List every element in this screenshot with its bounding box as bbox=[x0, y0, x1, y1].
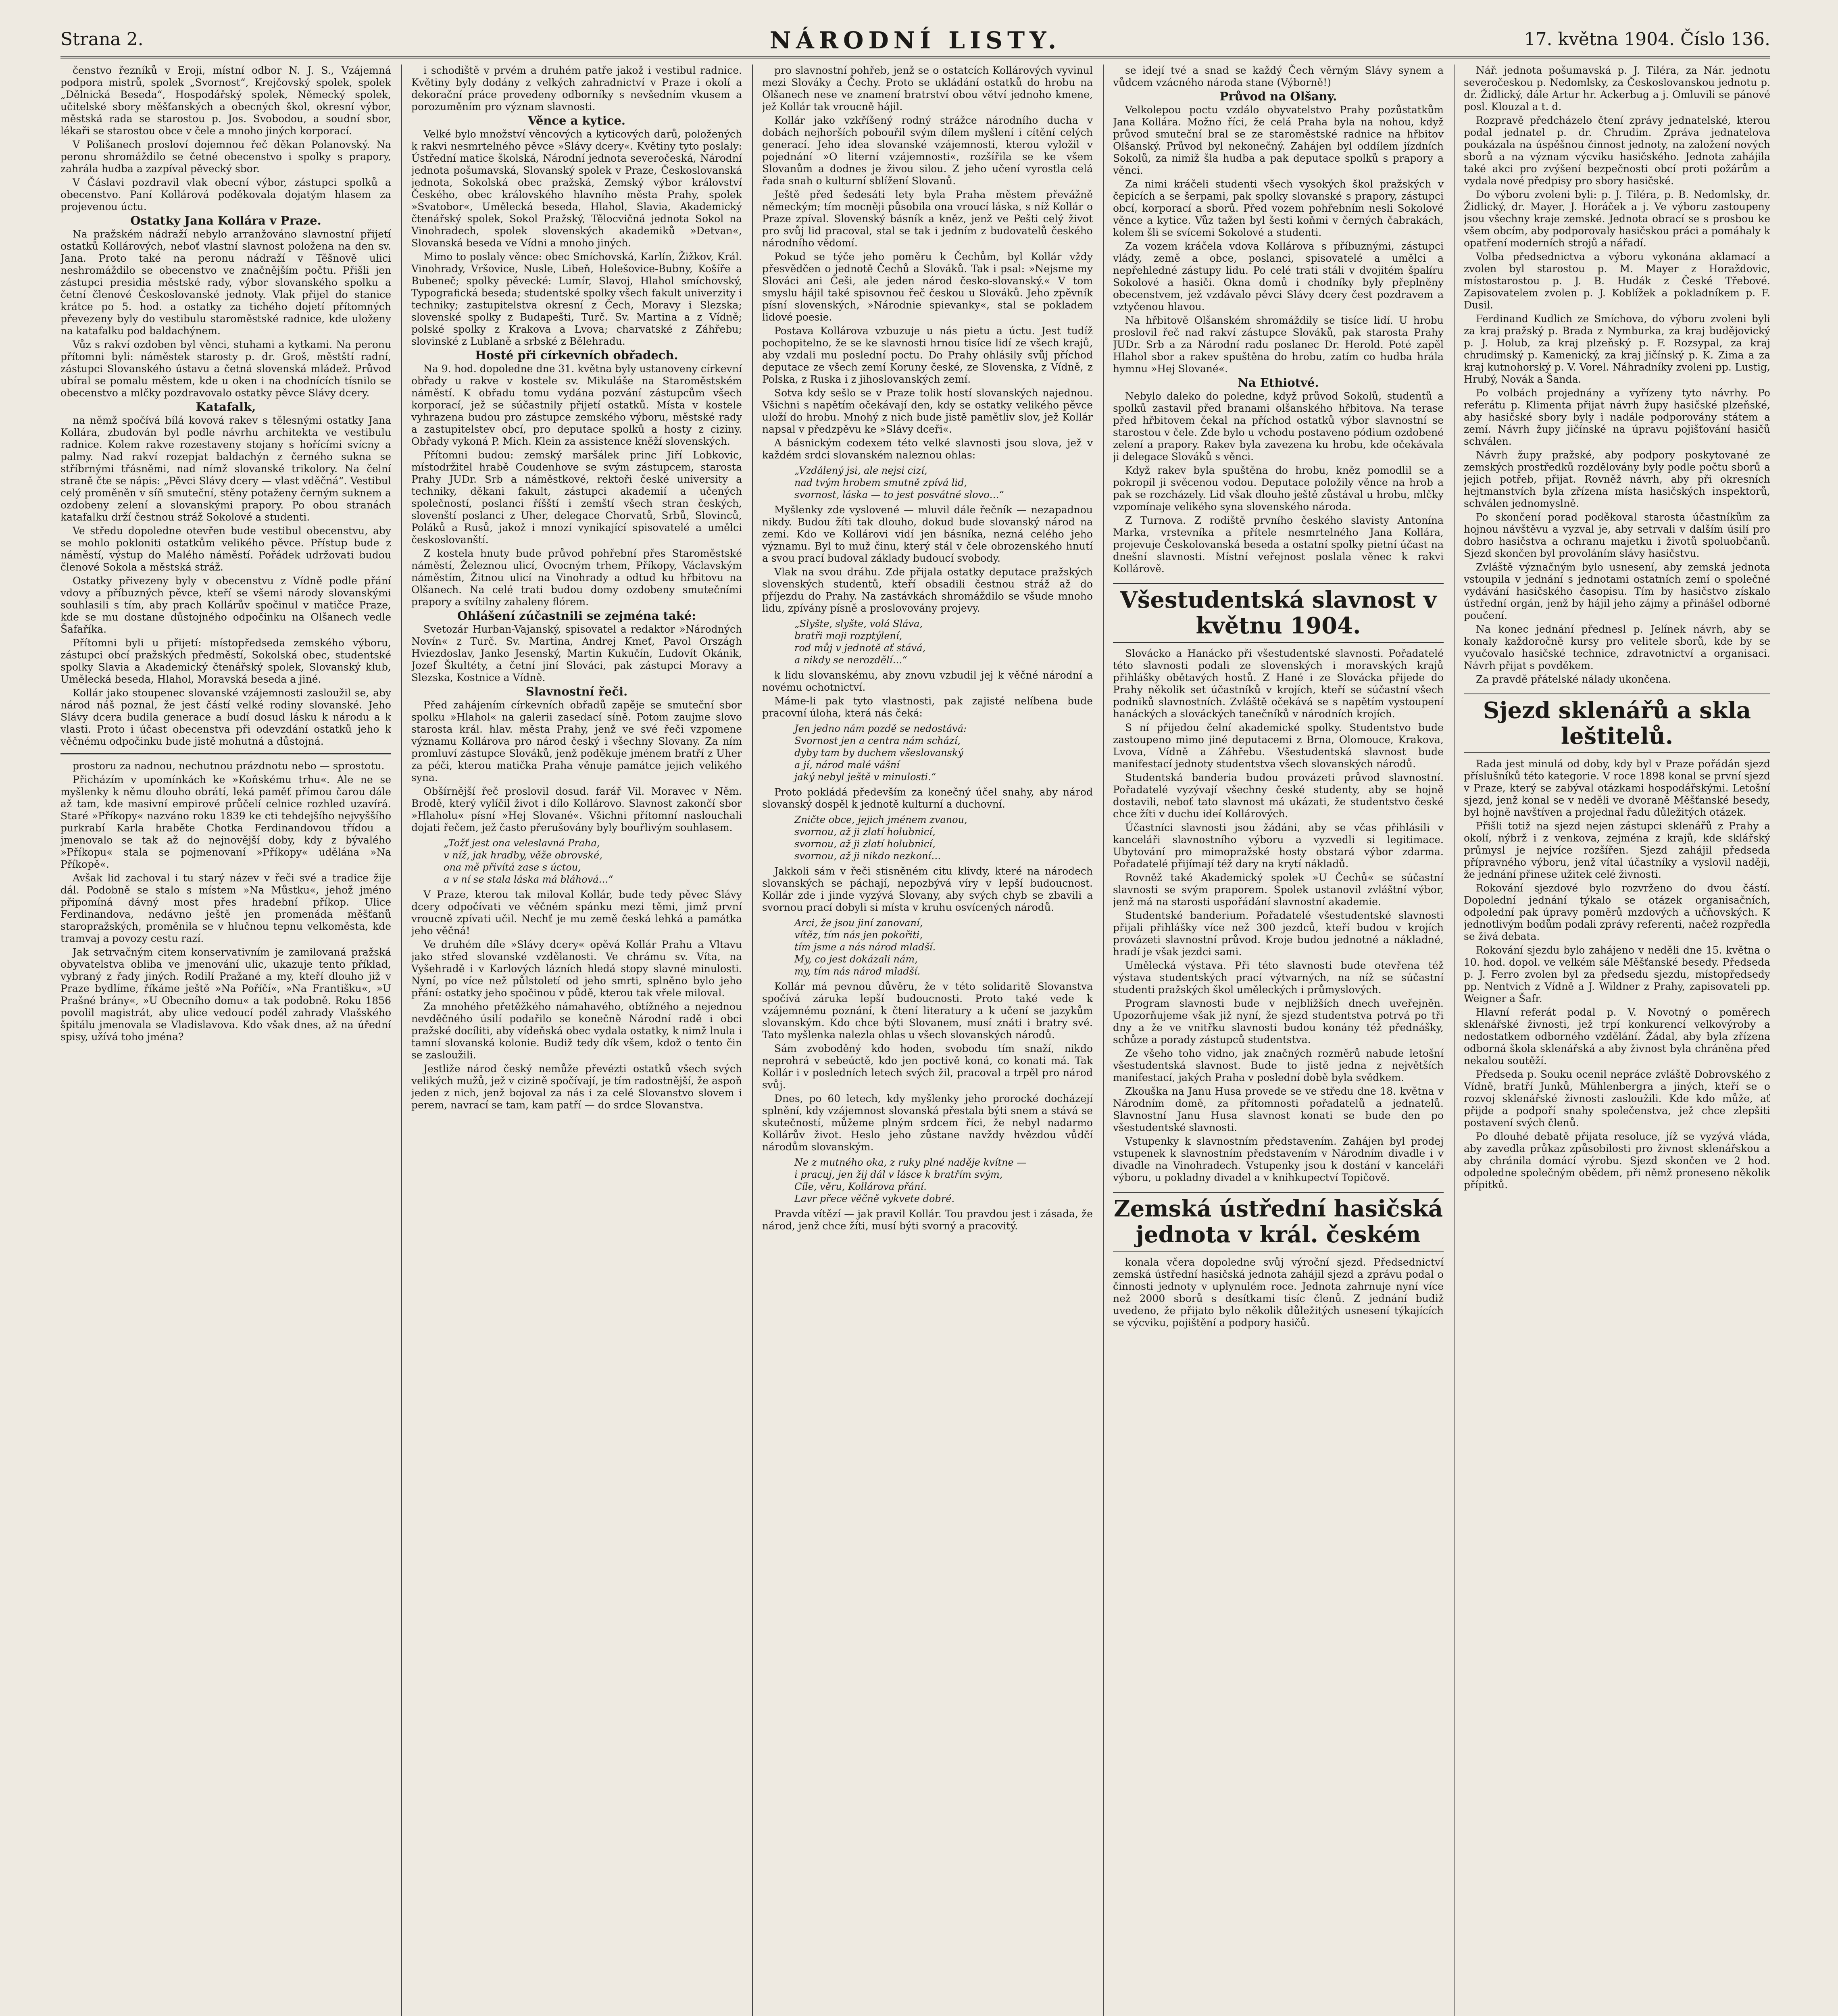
paragraph: k lidu slovanskému, aby znovu vzbudil jej k věčné národní a novému ochotnictví. bbox=[762, 669, 1093, 693]
paragraph: Přišli totiž na sjezd nejen zástupci sklenářů z Prahy a okolí, nýbrž i z venkova, zejména z krajů, kde sklářský průmysl je nejvíce rozšířen. Sjezd zahájil předseda přípravného výboru, jenž vítal účastníky a vyslovil naději, že jednání přinese užitek celé živnosti. bbox=[1464, 820, 1770, 880]
masthead-title: NÁRODNÍ LISTY. bbox=[769, 27, 1061, 54]
paragraph: Za pravdě přátelské nálady ukončena. bbox=[1476, 673, 1671, 685]
column-rule bbox=[1454, 65, 1455, 2016]
paragraph: Po dlouhé debatě přijata resoluce, jíž se vyzývá vláda, aby zavedla průkaz způsobilosti pro živnost sklenářskou a aby chránila domácí výrobu. Sjezd skončen ve 2 hod. odpoledne společným obědem, při němž proneseno několik přípitků. bbox=[1464, 1131, 1770, 1191]
paragraph: Za nimi kráčeli studenti všech vysokých škol pražských v čepicích a se šerpami, pak spolky slovanské s prapory, zástupci obcí, korporací a sborů. Před vozem pohřebním nesli Sokolové věnce a kytice. Vůz tažen byl šesti koňmi v černých čabrakách, kolem šli se svícemi Sokolové a studenti. bbox=[1113, 178, 1444, 238]
paragraph: Svetozár Hurban-Vajanský, spisovatel a redaktor »Národných Novín« z Turč. Sv. Martina, Andrej Kmeť, Pavol Országh Hviezdoslav, Janko Jesenský, Martin Kukučín, Ľudovít Okánik, Jozef Škultéty, a četní jiní Slováci, pak zástupci Moravy a Slezska, Kostnice a Vídně. bbox=[411, 623, 742, 683]
paragraph: Máme-li pak tyto vlastnosti, pak zajisté nelíbena bude pracovní úloha, která nás čeká: bbox=[762, 695, 1093, 719]
paragraph: Obšírnější řeč proslovil dosud. farář Vil. Moravec v Něm. Brodě, který vylíčil život i dílo Kollárovo. Slavnost zakončí sbor »Hlaholu« písní »Hej Slované«. Všichni přítomní naslouchali dojati řečem, jež často přerušovány byly bouřlivým souhlasem. bbox=[411, 785, 742, 833]
column-2 bbox=[411, 65, 742, 2016]
paragraph: Zkouška na Janu Husa provede se ve středu dne 18. května v Národním domě, za přítomnosti pořadatelů a jednatelů. Slavnostní Janu Husa slavnost konati se bude den po všestudentské slavnosti. bbox=[1113, 1085, 1444, 1133]
paragraph: Hlavní referát podal p. V. Novotný o poměrech sklenářské živnosti, jež trpí konkurencí velkovýroby a nedostatkem odborného vzdělání. Žádal, aby byla zřízena odborná škola sklenářská a aby živnost byla chráněna před nekalou soutěží. bbox=[1464, 1006, 1770, 1066]
paragraph: Rokování sjezdu bylo zahájeno v neděli dne 15. května o 10. hod. dopol. ve velkém sále Měšťanské besedy. Předseda p. J. Ferro zvolen byl za předsedu sjezdu, místopředsedy pp. Nentvich z Vídně a J. Wildner z Prahy, zapisovateli pp. Weigner a Šafr. bbox=[1464, 944, 1770, 1004]
verse-quote: Ne z mutného oka, z ruky plné naděje kvítne — i pracuj, jen žij dál v lásce k bratřím svým, Cíle, věru, Kollárova přání. Lavr přece věčně vykvete dobré. bbox=[794, 1157, 1027, 1204]
paragraph: Před zahájením církevních obřadů zapěje se smuteční sbor spolku »Hlahol« na galerii zasedací síně. Potom zaujme slovo starosta král. hlav. města Prahy, jenž ve své řeči vzpomene významu Kollárova pro národ český i všechny Slovany. Za ním promluví zástupce Slováků, jenž poděkuje jménem bratří z Uher za péči, kterou matička Praha věnuje památce jejich velikého syna. bbox=[411, 699, 742, 783]
section-heading: Katafalk, bbox=[196, 400, 256, 414]
verse-quote: „Tožť jest ona veleslavná Praha, v níž, jak hradby, věže obrovské, ona mě přivítá zase s úctou, a v ní se stala láska má bláhová…“ bbox=[444, 837, 613, 885]
article-headline: Zemská ústřední hasičská jednota v král. českém bbox=[1113, 1192, 1444, 1252]
paragraph: Volba předsednictva a výboru vykonána aklamací a zvolen byl starostou p. M. Mayer z Horaždovic, místostarostou p. J. B. Hudák z České Třebové. Zapisovatelem zvolen p. J. Koblížek a pokladníkem p. F. Dusil. bbox=[1464, 251, 1770, 311]
column-rule bbox=[1103, 65, 1104, 2016]
section-heading: Hosté při církevních obřadech. bbox=[475, 348, 678, 362]
paragraph: čenstvo řezníků v Eroji, místní odbor N. J. S., Vzájemná podpora mistrů, spolek „Svornost“, Krejčovský spolek, spolek „Dělnická Beseda“, Hospodářský spolek, Německý spolek, učitelské sbory měšťanských a obecných škol, okresní výbor, městská rada se starostou p. Jos. Svobodou, a soudní sbor, lékaři se starostou obce v čele a mnoho jiných korporací. bbox=[60, 65, 391, 137]
paragraph: Z kostela hnuty bude průvod pohřební přes Staroměstské náměstí, Železnou ulicí, Ovocným trhem, Příkopy, Václavským náměstím, Žitnou ulicí na Vinohrady a odtud ku hřbitovu na Olšanech. Na celé trati budou domy ozdobeny smutečními prapory a svítilny zahaleny flórem. bbox=[411, 548, 742, 608]
paragraph: Na 9. hod. dopoledne dne 31. května byly ustanoveny církevní obřady u rakve v kostele sv. Mikuláše na Staroměstském náměstí. K obřadu tomu vydána pozvání zástupcům všech korporací, jež se súčastnily přijetí ostatků. Místa v kostele vyhrazena budou pro zástupce zemského výboru, městské rady a zastupitelstev obcí, pro deputace spolků a hosty z ciziny. Obřady vykoná P. Mich. Klein za assistence kněží slovenských. bbox=[411, 363, 742, 447]
paragraph: S ní přijedou čelní akademické spolky. Studentstvo bude zastoupeno mimo jiné deputacemi z Brna, Olomouce, Krakova, Lvova, Vídně a Záhřebu. Všestudentská slavnost bude manifestací jednoty studentstva všech slovanských národů. bbox=[1113, 722, 1444, 770]
paragraph: Rovněž také Akademický spolek »U Čechů« se súčastní slavnosti se svým praporem. Spolek ustanovil zvláštní výbor, jenž má na starosti uspořádání slavnostní akademie. bbox=[1113, 872, 1444, 908]
paragraph: konala včera dopoledne svůj výroční sjezd. Předsednictví zemská ústřední hasičská jednota zahájil sjezd a zprávu podal o činnosti jednoty v uplynulém roce. Jednota zahrnuje nyní více než 2000 sborů s desítkami tisíc členů. Z jednání budiž uvedeno, že přijato bylo několik důležitých usnesení týkajících se výcviku, pojištění a podpory hasičů. bbox=[1113, 1256, 1444, 1329]
paragraph: Vůz s rakví ozdoben byl věnci, stuhami a kytkami. Na peronu přítomni byli: náměstek starosty p. dr. Groš, městští radní, zástupci Slovanského ústavu a četná slovenská mládež. Průvod ubíral se pomalu městem, kde u oken i na chodnících tísnilo se obecenstvo a mlčky pozdravovalo ostatky pěvce Slávy dcery. bbox=[60, 339, 391, 399]
paragraph: Avšak lid zachoval i tu starý název v řeči své a tradice žije dál. Podobně se stalo s místem »Na Můstku«, jehož jméno připomíná dávný most přes hradební příkop. Ulice Ferdinandova, nedávno ještě jen promenáda měšťanů staropražských, proměnila se v hlučnou tepnu velkoměsta, kde tramvaj a povozy cestu razí. bbox=[60, 872, 391, 944]
paragraph: Přicházím v upomínkách ke »Koňskému trhu«. Ale ne se myšlenky k němu dlouho obrátí, leká paměť přímou čarou dále až tam, kde masivní empirové průčelí celnice rozhled uzavírá. Staré »Příkopy« nazváno roku 1839 ke cti tehdejšího nejvyššího purkrabí Karla hraběte Chotka Ferdinandovou třídou a jmenovalo se tak až do nejnovější doby, kdy z bývalého »Příkopu« stala se pojmenovaní »Příkopy« udělána »Na Příkopě«. bbox=[60, 774, 391, 870]
paragraph: Po volbách projednány a vyřízeny tyto návrhy. Po referátu p. Klimenta přijat návrh župy hasičské plzeňské, aby hasičské sbory byly i nadále podporovány státem a zemí. Návrh župy jičínské na úpravu pojišťování hasičů schválen. bbox=[1464, 387, 1770, 447]
paragraph: Rada jest minulá od doby, kdy byl v Praze pořádán sjezd příslušníků této kategorie. V roce 1898 konal se první sjezd v Praze, který se zabýval otázkami hospodářskými. Letošní sjezd, jenž konal se v neděli ve dvoraně Měšťanské besedy, byl hojně navštíven a projednal řadu důležitých otázek. bbox=[1464, 758, 1770, 818]
paragraph: Ferdinand Kudlich ze Smíchova, do výboru zvoleni byli za kraj pražský p. Brada z Nymburka, za kraj budějovický p. J. Holub, za kraj plzeňský p. F. Rozsypal, za kraj chrudimský p. Kamenický, za kraj jičínský p. K. Zima a za kraj kutnohorský p. V. Vorel. Náhradníky zvoleni pp. Lustig, Hrubý, Novák a Šanda. bbox=[1464, 313, 1770, 385]
section-heading: Ohlášení zúčastnili se zejména také: bbox=[457, 609, 696, 623]
page-number: Strana 2. bbox=[60, 29, 144, 50]
paragraph: Umělecká výstava. Při této slavnosti bude otevřena též výstava studentských prací výtvarných, na níž se súčastní studenti pražských škol uměleckých i průmyslových. bbox=[1113, 960, 1444, 996]
paragraph: Na konec jednání přednesl p. Jelínek návrh, aby se konaly každoročně kursy pro velitele sborů, kde by se vyučovalo hasičské technice, zdravotnictví a organisaci. Návrh přijat s povděkem. bbox=[1464, 623, 1770, 671]
article-headline: Všestudentská slavnost v květnu 1904. bbox=[1113, 583, 1444, 643]
section-heading: Slavnostní řeči. bbox=[525, 685, 628, 698]
paragraph: Kollár jako vzkříšený rodný strážce národního ducha v dobách nejhorších pobouřil svým dílem myšlení i cítění celých generací. Jeho idea slovanské vzájemnosti, kterou vyložil v pojednání »O literní vzájemnosti«, rozšířila se ke všem Slovanům a dodnes je živou silou. Z jeho učení vyrostla celá řada snah o kulturní sblížení Slovanů. bbox=[762, 115, 1093, 187]
paragraph: Studentská banderia budou provázeti průvod slavnostní. Pořadatelé vyzývají všechny české studenty, aby se hojně dostavili, neboť tato slavnost má ukázati, že studentstvo české chce žíti v duchu ideí Kollárových. bbox=[1113, 772, 1444, 820]
paragraph: Za vozem kráčela vdova Kollárova s příbuznými, zástupci vlády, země a obce, poslanci, spisovatelé a umělci a nepřehledné zástupy lidu. Po celé trati stáli v dvojitém špalíru Sokolové a hasiči. Okna domů i chodníky byly přeplněny obecenstvem, jež vzdávalo pěvci Slávy dcery čest pozdravem a vztyčenou hlavou. bbox=[1113, 240, 1444, 312]
paragraph: na němž spočívá bílá kovová rakev s tělesnými ostatky Jana Kollára, zbudován byl podle návrhu architekta ve vestibulu radnice. Kolem rakve rozestaveny stojany s hořícími svícny a palmy. Nad rakví rozepjat baldachýn z černého sukna se stříbrnými třásněmi, nad nímž slovanské trikolory. Na čelní straně čte se nápis: „Pěvci Slávy dcery — vlast vděčná“. Vestibul celý proměněn v síň smuteční, stěny potaženy černým suknem a ozdobeny zelení a slovanskými prapory. Po obou stranách katafalku drží čestnou stráž Sokolové a studenti. bbox=[60, 414, 391, 523]
verse-quote: Zničte obce, jejich jménem zvanou, svornou, až ji zlatí holubnicí, svornou, až ji zlatí holubnicí, svornou, až ji nikdo nezkoní… bbox=[794, 814, 967, 862]
paragraph: Na hřbitově Olšanském shromáždily se tisíce lidí. U hrobu proslovil řeč nad rakví zástupce Slováků, pak starosta Prahy JUDr. Srb a za Národní radu poslanec Dr. Herold. Poté zapěl Hlahol sbor a rakev spuštěna do hrobu, zatím co hudba hrála hymnu »Hej Slované«. bbox=[1113, 314, 1444, 375]
paragraph: Pokud se týče jeho poměru k Čechům, byl Kollár vždy přesvědčen o jednotě Čechů a Slováků. Tak i psal: »Nejsme my Slováci ani Češi, ale jeden národ česko-slovanský.« V tom smyslu hájil také spisovnou řeč českou u Slováků. Jeho zpěvník písní slovenských, »Národnie spievanky«, stal se pokladem lidové poesie. bbox=[762, 251, 1093, 323]
paragraph: V Praze, kterou tak miloval Kollár, bude tedy pěvec Slávy dcery odpočívati ve věčném spánku mezi těmi, jimž první vroucně zpívati učil. Nechť je mu země česká lehká a památka jeho věčná! bbox=[411, 889, 742, 937]
paragraph: Na pražském nádraží nebylo arranžováno slavnostní přijetí ostatků Kollárových, neboť vlastní slavnost položena na den sv. Jana. Proto také na peronu nádraží v Těšnově ulici neshromáždilo se obecenstvo ve značnějším počtu. Přišli jen zástupci presidia městské rady, výbor slovanského spolku a četní členové Českoslovanské jednoty. Vlak přijel do stanice krátce po 5. hod. a ostatky za tichého dojetí přítomných převezeny byly do vestibulu staroměstské radnice, kde uloženy na katafalku pod baldachýnem. bbox=[60, 228, 391, 337]
column-4 bbox=[1113, 65, 1444, 2016]
paragraph: Postava Kollárova vzbuzuje u nás pietu a úctu. Jest tudíž pochopitelno, že se ke slavnosti hrnou tisíce lidí ze všech krajů, aby vzdali mu poslední poctu. Do Prahy ohlásily svůj příchod deputace ze všech zemí Koruny české, ze Slovenska, z Vídně, z Polska, z Ruska i z jihoslovanských zemí. bbox=[762, 325, 1093, 385]
paragraph: Rozpravě předcházelo čtení zprávy jednatelské, kterou podal jednatel p. dr. Chrudim. Zpráva jednatelova poukázala na úspěšnou činnost jednoty, na založení nových sborů a na význam výcviku hasičského. Jednota zahájila také akci pro zvýšení bezpečnosti obcí proti požárům a vydala nové předpisy pro sbory hasičské. bbox=[1464, 115, 1770, 187]
paragraph: Z Turnova. Z rodiště prvního českého slavisty Antonína Marka, vrstevníka a přítele nesmrtelného Jana Kollára, projevuje Českolovanská beseda a ostatní spolky pietní účast na dnešní slavnosti. Místní veřejnost poslala věnec k rakvi Kollárově. bbox=[1113, 514, 1444, 575]
paragraph: Za mnohého přetěžkého námahavého, obtížného a nejednou nevděčného úsilí podařilo se konečně Národní radě i obci pražské docíliti, aby vídeňská obec vydala ostatky, k nimž lnula i tamní slovanská kolonie. Budiž tedy dík všem, kdož o tento čin se zasloužili. bbox=[411, 1001, 742, 1061]
paragraph: Jak setrvačným citem konservativním je zamilovaná pražská obyvatelstva obliba ve jmenování ulic, ukazuje tento příklad, vybraný z řady jiných. Rodilí Pražané a my, kteří dlouho již v Praze bydlíme, říkáme ještě »Na Poříčí«, »Na Františku«, »U Prašné brány«, »U Obecního domu« a tak podobně. Roku 1856 povolil magistrát, aby ulice vedoucí podél zahrady Vlašského špitálu jmenovala se Vladislavova. Kdo však dnes, až na úřední spisy, užívá toho jména? bbox=[60, 946, 391, 1043]
paragraph: se idejí tvé a snad se každý Čech věrným Slávy synem a vůdcem vzácného národa stane (Výborně!) bbox=[1113, 65, 1444, 88]
paragraph: Sotva kdy sešlo se v Praze tolik hostí slovanských najednou. Všichni s napětím očekávají den, kdy se ostatky velikého pěvce uloží do hrobu. Mnohý z nich bude jistě pamětliv slov, jež Kollár napsal v předzpěvu ke »Slávy dceři«. bbox=[762, 387, 1093, 435]
paragraph: Pravda vítězí — jak pravil Kollár. Tou pravdou jest i zásada, že národ, jenž chce žíti, musí býti svorný a pracovitý. bbox=[762, 1208, 1093, 1232]
paragraph: Nář. jednota pošumavská p. J. Tiléra, za Nár. jednotu severočeskou p. Nedomlsky, za Českoslovanskou jednotu p. dr. Židlický, dále Artur hr. Ackerbug a j. Omluvili se pánové posl. Klouzal a t. d. bbox=[1464, 65, 1770, 112]
verse-quote: Jen jedno nám pozdě se nedostává: Svornost jen a centra nám schází, dyby tam by duchem všeslovanský a jí, národ malé vášní jaký nebyl ještě v minulosti.“ bbox=[794, 723, 967, 783]
paragraph: Studentské banderium. Pořadatelé všestudentské slavnosti přijali přihlášky více než 300 jezdců, kteří budou v krojích provázeti slavnostní průvod. Kroje budou jednotné a nákladné, hradí je však jezdci sami. bbox=[1113, 910, 1444, 958]
paragraph: Dnes, po 60 letech, kdy myšlenky jeho prorocké docházejí splnění, kdy vzájemnost slovanská přestala býti snem a stává se skutečností, můžeme plným srdcem říci, že nebyl nadarmo Kollárův život. Heslo jeho zůstane navždy hvězdou vůdčí národům slovanským. bbox=[762, 1093, 1093, 1153]
section-heading: Na Ethiotvé. bbox=[1238, 376, 1319, 389]
paragraph: V Polišanech prosloví dojemnou řeč děkan Polanovský. Na peronu shromáždilo se četné obecenstvo i spolky s prapory, zahrála hudba a zazpíval pěvecký sbor. bbox=[60, 139, 391, 175]
page-header bbox=[60, 24, 1770, 58]
section-heading: Ostatky Jana Kollára v Praze. bbox=[130, 214, 321, 227]
column-rule bbox=[752, 65, 753, 2016]
paragraph: Do výboru zvoleni byli: p. J. Tiléra, p. B. Nedomlsky, dr. Židlický, dr. Mayer, J. Horáček a j. Ve výboru zastoupeny jsou všechny kraje zemské. Jednota obrací se s prosbou ke všem obcím, aby podporovaly hasičskou práci a pomáhaly k opatření moderních strojů a nářadí. bbox=[1464, 189, 1770, 249]
paragraph: Rokování sjezdové bylo rozvrženo do dvou částí. Dopolední jednání týkalo se otázek organisačních, odpolední pak úpravy poměrů mzdových a učňovských. K jednotlivým bodům podali zprávy referenti, načež rozpředla se živá debata. bbox=[1464, 882, 1770, 942]
paragraph: A básnickým codexem této velké slavnosti jsou slova, jež v každém srdci slovanském naleznou ohlas: bbox=[762, 437, 1093, 461]
paragraph: Po skončení porad poděkoval starosta účastníkům za hojnou návštěvu a vyzval je, aby setrvali v dalším úsilí pro dobro hasičstva a ochranu majetku i životů spoluobčanů. Sjezd skončen byl provoláním slávy hasičstvu. bbox=[1464, 511, 1770, 559]
newspaper-page bbox=[60, 24, 1770, 2016]
paragraph: V Čáslavi pozdravil vlak obecní výbor, zástupci spolků a obecenstvo. Paní Kollárová poděkovala dojatým hlasem za projevenou úctu. bbox=[60, 177, 391, 212]
paragraph: Jakkoli sám v řeči stisněném citu klivdy, které na národech slovanských se páchají, nepozbývá víry v lepší budoucnost. Kollár zde i jinde vyzývá Slovany, aby svých chyb se zbavili a svornou prací dobyli si místa v kruhu osvícených národů. bbox=[762, 865, 1093, 913]
paragraph: Když rakev byla spuštěna do hrobu, kněz pomodlil se a pokropil ji svěcenou vodou. Deputace položily věnce na hrob a pak se rozcházely. Lid však dlouho ještě zůstával u hrobu, mlčky vzpomínaje velikého syna slovenského národa. bbox=[1113, 464, 1444, 512]
paragraph: Kollár má pevnou důvěru, že v této solidaritě Slovanstva spočívá záruka lepší budoucnosti. Proto také vede k vzájemnému poznání, k čtení literatury a k učení se jazykům slovanským. Kdo chce býti Slovanem, musí znáti i bratry své. Tato myšlenka nalezla ohlas u všech slovanských národů. bbox=[762, 981, 1093, 1041]
issue-date-number: 17. května 1904. Číslo 136. bbox=[1524, 29, 1770, 50]
paragraph: Vstupenky k slavnostním představením. Zahájen byl prodej vstupenek k slavnostním představením v Národním divadle i v divadle na Vinohradech. Vstupenky jsou k dostání v kanceláři výboru, u pokladny divadel a v knihkupectví Topičově. bbox=[1113, 1135, 1444, 1183]
paragraph: Ze všeho toho vidno, jak značných rozměrů nabude letošní všestudentská slavnost. Bude to jistě jedna z největších manifestací, jakých Praha v poslední době byla svědkem. bbox=[1113, 1048, 1444, 1083]
section-heading: Věnce a kytice. bbox=[527, 114, 626, 127]
paragraph: pro slavnostní pohřeb, jenž se o ostatcích Kollárových vyvinul mezi Slováky a Čechy. Proto se ukládání ostatků do hrobu na Olšanech nese ve znamení bratrství obou větví jednoho kmene, jež Kollár tak vroucně hájil. bbox=[762, 65, 1093, 112]
paragraph: Ještě před šedesáti lety byla Praha městem převážně německým; tím mocněji působila ona vroucí láska, s níž Kollár o Praze zpíval. Slovenský básník a kněz, jenž ve Pešti celý život pro svůj lid pracoval, stal se tak i jedním z budovatelů českého národního vědomí. bbox=[762, 189, 1093, 249]
paragraph: Ve druhém díle »Slávy dcery« opěvá Kollár Prahu a Vltavu jako střed slovanské vzdělanosti. Ve chrámu sv. Víta, na Vyšehradě i v Karlových lázních hledá stopy slavné minulosti. Nyní, po více než půlstoletí od jeho smrti, splněno bylo jeho přání: ostatky jeho spočinou v půdě, kterou tak vřele miloval. bbox=[411, 939, 742, 999]
column-rule bbox=[401, 65, 402, 2016]
paragraph: Ostatky přivezeny byly v obecenstvu z Vídně podle přání vdovy a příbuzných pěvce, kteří se všemi národy slovanskými souhlasili s tím, aby prach Kollárův spočinul v matičce Praze, kde se mu dostane důstojného odpočinku na Olšanech vedle Šafaříka. bbox=[60, 575, 391, 635]
paragraph: Ve středu dopoledne otevřen bude vestibul obecenstvu, aby se mohlo pokloniti ostatkům velikého pěvce. Přístup bude z náměstí, výstup do Malého náměstí. Pořádek udržovati budou členové Sokola a městská stráž. bbox=[60, 525, 391, 573]
verse-quote: „Slyšte, slyšte, volá Sláva, bratři moji rozptýlení, rod můj v jednotě ať stává, a nikdy se nerozdělí…“ bbox=[794, 618, 926, 666]
paragraph: Slovácko a Hanácko při všestudentské slavnosti. Pořadatelé této slavnosti podali ze slovenských i moravských krajů přihlášky obětavých hostů. Z Hané i ze Slovácka přijede do Prahy několik set účastníků v krojích, kteří se súčastní všech podniků slavnostních. Zvláště očekává se s napětím vystoupení hanáckých a slováckých tanečníků v národních krojích. bbox=[1113, 648, 1444, 720]
paragraph: Kollár jako stoupenec slovanské vzájemnosti zasloužil se, aby národ náš poznal, že jest částí velké rodiny slovanské. Jeho Slávy dcera budila generace a budí dosud lásku k národu a k vlasti. Proto i účast obecenstva při odevzdání ostatků jeho k věčnému odpočinku bude jistě mohutná a důstojná. bbox=[60, 687, 391, 747]
paragraph: Předseda p. Souku ocenil nepráce zvláště Dobrovského z Vídně, bratří Junků, Mühlenbergra a jiných, kteří se o rozvoj sklenářské živnosti zasloužili. Kde kdo může, ať přijde a podpoří snahy společenstva, jež chce zlepšiti postavení svých členů. bbox=[1464, 1068, 1770, 1129]
verse-quote: Arci, že jsou jiní zanovaní, vítěz, tím nás jen pokořiti, tím jsme a nás národ mladší. My, co jest dokázali nám, my, tím nás národ mladší. bbox=[794, 917, 936, 977]
column-1 bbox=[60, 65, 391, 2016]
paragraph: Jestliže národ český nemůže převézti ostatků všech svých velikých mužů, jež v cizině spočívají, je tím radostnější, že aspoň jeden z nich, jenž bojoval za nás i za celé Slovanstvo slovem i perem, navrací se tam, kam patří — do srdce Slovanstva. bbox=[411, 1063, 742, 1111]
columns-container bbox=[60, 65, 1770, 2016]
paragraph: Návrh župy pražské, aby podpory poskytované ze zemských prostředků rozdělovány byly podle počtu sborů a jejich potřeb, přijat. Rovněž návrh, aby při okresních hejtmanstvích byla zřízena místa hasičských inspektorů, schválen jednomyslně. bbox=[1464, 449, 1770, 509]
paragraph: Nebylo daleko do poledne, když průvod Sokolů, studentů a spolků zastavil před branami olšanského hřbitova. Na terase před hřbitovem čekal na příchod ostatků výbor slavnostní se starostou v čele. Zde bylo u vchodu postaveno pódium ozdobené zelení a prapory. Rakev byla zavezena ku hrobu, kde očekávala ji delegace Slováků s věnci. bbox=[1113, 390, 1444, 462]
paragraph: Přítomni budou: zemský maršálek princ Jiří Lobkovic, místodržitel hrabě Coudenhove se svým zástupcem, starosta Prahy JUDr. Srb a náměstkové, rektoři české university a techniky, děkani fakult, zástupci akademií a učených společností, poslanci říšští i zemští všech stran českých, slovenští poslanci z Uher, delegace Chorvatů, Srbů, Slovinců, Poláků a Rusů, jakož i mnozí vynikající spisovatelé a umělci českoslovanští. bbox=[411, 449, 742, 546]
feuilleton-start: prostoru za nadnou, nechutnou prázdnotu nebo — sprostotu. bbox=[73, 760, 385, 772]
paragraph: Vlak na svou dráhu. Zde přijala ostatky deputace pražských slovenských studentů, kteří obsadili čestnou stráž až do příjezdu do Prahy. Na zastávkách shromáždilo se všude mnoho lidu, zpívány písně a proslovovány projevy. bbox=[762, 566, 1093, 614]
paragraph: Proto pokládá především za konečný účel snahy, aby národ slovanský dospěl k jednotě kulturní a duchovní. bbox=[762, 786, 1093, 810]
section-heading: Průvod na Olšany. bbox=[1219, 90, 1337, 103]
verse-quote: „Vzdálený jsi, ale nejsi cizí, nad tvým hrobem smutně zpívá lid, svornost, láska — to jest posvátné slovo…“ bbox=[794, 465, 1004, 500]
paragraph: Myšlenky zde vyslovené — mluvil dále řečník — nezapadnou nikdy. Budou žíti tak dlouho, dokud bude slovanský národ na zemi. Kdo ve Kollárovi vidí jen básníka, nezná celého jeho významu. Byl to muž činu, který stál v čele obrozenského hnutí a svou prací budoval základy budoucí svobody. bbox=[762, 504, 1093, 564]
paragraph: Program slavnosti bude v nejbližších dnech uveřejněn. Upozorňujeme však již nyní, že sjezd studentstva potrvá po tři dny a že ve vnitřku slavnosti budou konány též přednášky, schůze a porady zástupců studentstva. bbox=[1113, 998, 1444, 1045]
paragraph: Velké bylo množství věncových a kyticových darů, položených k rakvi nesmrtelného pěvce »Slávy dcery«. Květiny tyto poslaly: Ústřední matice školská, Národní jednota severočeská, Národní jednota pošumavská, Slovanský spolek v Praze, Českoslovanská jednota, Sokolská obec pražská, Zemský výbor království Českého, obec královského hlavního města Prahy, spolek »Svatobor«, Umělecká beseda, Hlahol, Slavia, Akademický čtenářský spolek, Sokol Pražský, Tělocvičná jednota Sokol na Vinohradech, spolek slovenských akademiků »Detvan«, Slovanská beseda ve Vídni a mnoho jiných. bbox=[411, 128, 742, 249]
paragraph: Zvláště význačným bylo usnesení, aby zemská jednota vstoupila v jednání s jednotami ostatních zemí o společné vydávání hasičského časopisu. Tím by hasičstvo získalo ústřední orgán, jenž by hájil jeho zájmy a přinášel odborné poučení. bbox=[1464, 561, 1770, 621]
feuilleton-divider bbox=[60, 753, 391, 754]
paragraph: Velkolepou poctu vzdálo obyvatelstvo Prahy pozůstatkům Jana Kollára. Možno říci, že celá Praha byla na nohou, když průvod smuteční bral se ze staroměstské radnice na hřbitov Olšanský. Průvod byl nekonečný. Zahájen byl oddílem jízdních Sokolů, za nimiž šla hudba a pak deputace spolků s prapory a věnci. bbox=[1113, 104, 1444, 176]
paragraph: Přítomni byli u přijetí: místopředseda zemského výboru, zástupci obcí pražských předměstí, Sokolská obec, studentské spolky Slavia a Akademický čtenářský spolek, Slovanský klub, Umělecká beseda, Hlahol, Moravská beseda a jiné. bbox=[60, 637, 391, 685]
column-5 bbox=[1464, 65, 1770, 2016]
article-headline: Sjezd sklenářů a skla leštitelů. bbox=[1464, 694, 1770, 753]
column-3 bbox=[762, 65, 1093, 2016]
paragraph: i schodiště v prvém a druhém patře jakož i vestibul radnice. Květiny byly dodány z velkých zahradnictví v Praze i okolí a dekorační práce provedeny odborníky s nevšedním vkusem a porozuměním pro význam slavnosti. bbox=[411, 65, 742, 112]
paragraph: Sám zvoboděný kdo hoden, svobodu tím snaží, nikdo neprohrá v sebeúctě, kdo jen poctivě koná, co konati má. Tak Kollár i v posledních letech svých žil, pracoval a trpěl pro národ svůj. bbox=[762, 1043, 1093, 1091]
paragraph: Účastníci slavnosti jsou žádáni, aby se včas přihlásili v kanceláři slavnostního výboru a vyzvedli si legitimace. Ubytování pro mimopražské hosty obstará výbor zdarma. Pořadatelé přijímají též dary na krytí nákladů. bbox=[1113, 822, 1444, 870]
paragraph: Mimo to poslaly věnce: obec Smíchovská, Karlín, Žižkov, Král. Vinohrady, Vršovice, Nusle, Libeň, Holešovice-Bubny, Košíře a Bubeneč; spolky pěvecké: Lumír, Slavoj, Hlahol smíchovský, Typografická beseda; studentské spolky všech fakult univerzity i techniky; zastupitelstva okresní z Čech, Moravy i Slezska; slovenské spolky z Budapešti, Turč. Sv. Martina a z Vídně; polské spolky z Krakova a Lvova; charvatské z Záhřebu; slovinské z Lublaně a srbské z Bělehradu. bbox=[411, 251, 742, 347]
